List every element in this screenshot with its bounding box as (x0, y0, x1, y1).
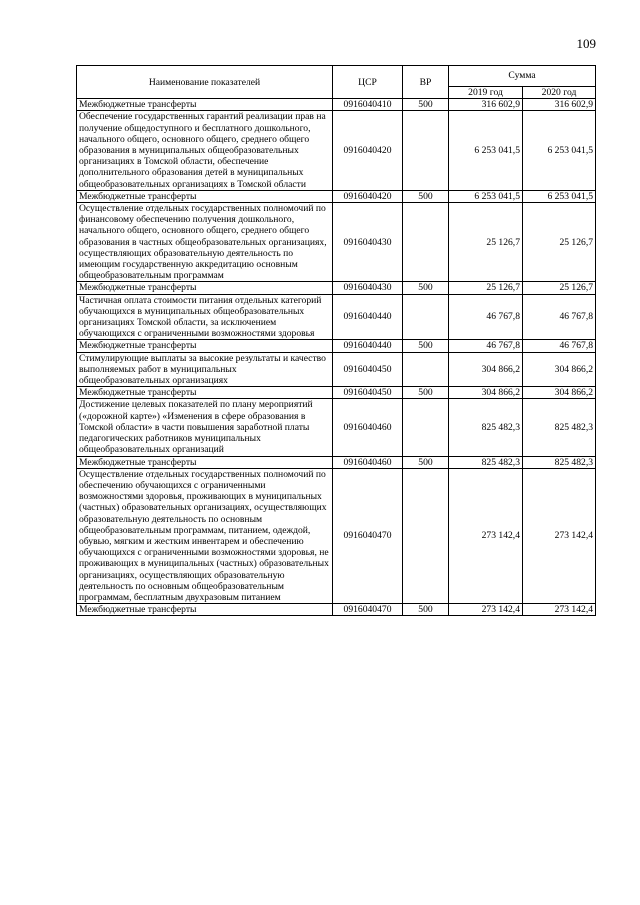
table-row (77, 604, 596, 616)
row-sum-2020: 304 866,2 (523, 352, 596, 387)
row-name: Межбюджетные трансферты (77, 387, 333, 399)
row-sum-2020: 825 482,3 (523, 399, 596, 456)
row-name: Стимулирующие выплаты за высокие результаты и качество выполняемых работ в муниципальных общеобразовательных организациях (77, 352, 333, 387)
row-csr: 0916040470 (333, 468, 403, 603)
row-name: Межбюджетные трансферты (77, 99, 333, 111)
row-sum-2020: 25 126,7 (523, 282, 596, 294)
row-sum-2020: 6 253 041,5 (523, 111, 596, 190)
row-vr: 500 (403, 282, 449, 294)
row-vr (403, 294, 449, 340)
table-row (77, 282, 596, 294)
table-row (77, 399, 596, 456)
row-csr: 0916040430 (333, 203, 403, 282)
row-sum-2020: 46 767,8 (523, 340, 596, 352)
row-vr (403, 111, 449, 190)
row-sum-2019: 6 253 041,5 (449, 190, 523, 202)
table-row (77, 352, 596, 387)
table-header (77, 66, 596, 99)
row-name: Частичная оплата стоимости питания отдельных категорий обучающихся в муниципальных общеобразовательных организациях Томской области, за исключением обучающихся с ограниченными возможностями здоровья (77, 294, 333, 340)
row-csr: 0916040450 (333, 387, 403, 399)
row-sum-2019: 6 253 041,5 (449, 111, 523, 190)
table-row (77, 456, 596, 468)
row-vr: 500 (403, 387, 449, 399)
row-vr: 500 (403, 190, 449, 202)
row-vr (403, 203, 449, 282)
row-vr: 500 (403, 456, 449, 468)
row-sum-2020: 273 142,4 (523, 604, 596, 616)
row-csr: 0916040420 (333, 111, 403, 190)
row-name: Межбюджетные трансферты (77, 604, 333, 616)
row-sum-2019: 25 126,7 (449, 203, 523, 282)
row-sum-2020: 25 126,7 (523, 203, 596, 282)
row-sum-2020: 304 866,2 (523, 387, 596, 399)
table-row (77, 111, 596, 190)
table-row (77, 203, 596, 282)
row-name: Межбюджетные трансферты (77, 190, 333, 202)
row-sum-2020: 273 142,4 (523, 468, 596, 603)
row-sum-2019: 304 866,2 (449, 352, 523, 387)
table-row (77, 387, 596, 399)
row-csr: 0916040430 (333, 282, 403, 294)
row-sum-2020: 6 253 041,5 (523, 190, 596, 202)
row-name: Обеспечение государственных гарантий реализации прав на получение общедоступного и бесплатного дошкольного, начального общего, основного общего, среднего общего образования в муниципальных общеобразовательных организациях в Томской области, обеспечение дополнительного образования детей в муниципальных общеобразовательных организациях в Томской области (77, 111, 333, 190)
row-vr: 500 (403, 604, 449, 616)
row-sum-2020: 825 482,3 (523, 456, 596, 468)
row-vr (403, 352, 449, 387)
header-year-2019: 2019 год (449, 87, 523, 99)
header-name: Наименование показателей (77, 66, 333, 99)
row-name: Межбюджетные трансферты (77, 340, 333, 352)
row-sum-2019: 316 602,9 (449, 99, 523, 111)
row-sum-2019: 825 482,3 (449, 399, 523, 456)
row-csr: 0916040440 (333, 340, 403, 352)
row-csr: 0916040420 (333, 190, 403, 202)
row-sum-2019: 304 866,2 (449, 387, 523, 399)
row-name: Межбюджетные трансферты (77, 456, 333, 468)
table-row (77, 294, 596, 340)
row-name: Осуществление отдельных государственных полномочий по обеспечению обучающихся с ограниченными возможностями здоровья, проживающих в муниципальных (частных) образовательных организациях, осуществляющих образовательную деятельность по основным общеобразовательным программам, питанием, одеждой, обувью, мягким и жестким инвентарем и обеспечению обучающихся с ограниченными возможностями здоровья, не проживающих в муниципальных (частных) образовательных организациях, осуществляющих образовательную деятельность по основным общеобразовательным программам, бесплатным двухразовым питанием (77, 468, 333, 603)
budget-table (76, 65, 596, 616)
row-csr: 0916040440 (333, 294, 403, 340)
page-number: 109 (576, 36, 596, 51)
row-sum-2019: 25 126,7 (449, 282, 523, 294)
table-row (77, 340, 596, 352)
row-name: Межбюджетные трансферты (77, 282, 333, 294)
row-sum-2019: 46 767,8 (449, 294, 523, 340)
row-sum-2020: 46 767,8 (523, 294, 596, 340)
row-csr: 0916040410 (333, 99, 403, 111)
row-vr: 500 (403, 99, 449, 111)
row-vr: 500 (403, 340, 449, 352)
row-name: Достижение целевых показателей по плану мероприятий («дорожной карте») «Изменения в сфере образования в Томской области» в части повышения заработной платы педагогических работников муниципальных общеобразовательных организаций (77, 399, 333, 456)
table-body (77, 99, 596, 616)
row-vr (403, 468, 449, 603)
row-csr: 0916040460 (333, 399, 403, 456)
row-sum-2019: 825 482,3 (449, 456, 523, 468)
row-name: Осуществление отдельных государственных полномочий по финансовому обеспечению получения дошкольного, начального общего, основного общего, среднего общего образования в частных общеобразовательных организациях, осуществляющих образовательную деятельность по имеющим государственную аккредитацию основным общеобразовательным программам (77, 203, 333, 282)
header-sum: Сумма (449, 66, 596, 87)
table-row (77, 99, 596, 111)
row-csr: 0916040470 (333, 604, 403, 616)
table-row (77, 468, 596, 603)
header-year-2020: 2020 год (523, 87, 596, 99)
row-sum-2019: 273 142,4 (449, 604, 523, 616)
row-csr: 0916040450 (333, 352, 403, 387)
header-csr: ЦСР (333, 66, 403, 99)
row-sum-2019: 46 767,8 (449, 340, 523, 352)
row-csr: 0916040460 (333, 456, 403, 468)
row-vr (403, 399, 449, 456)
table-row (77, 190, 596, 202)
row-sum-2019: 273 142,4 (449, 468, 523, 603)
header-vr: ВР (403, 66, 449, 99)
row-sum-2020: 316 602,9 (523, 99, 596, 111)
